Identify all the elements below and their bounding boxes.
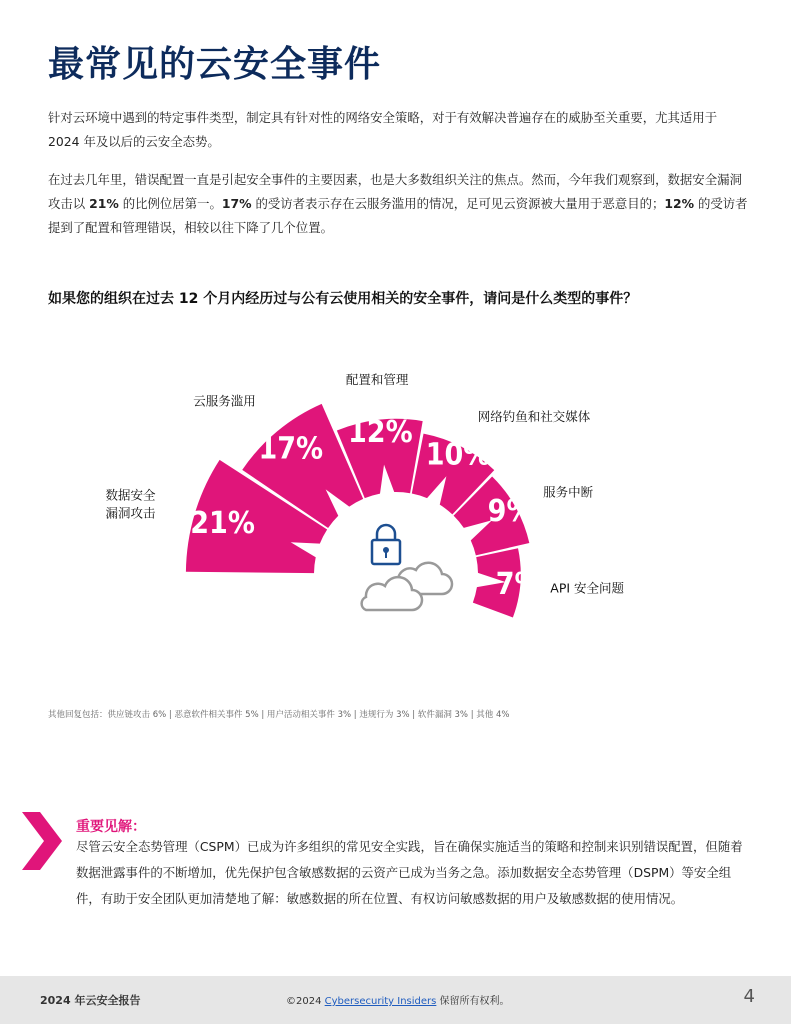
- chart-footnote: 其他回复包括：供应链攻击 6% | 恶意软件相关事件 5% | 用户活动相关事件 3% | 违规行为 3% | 软件漏洞 3% | 其他 4%: [48, 710, 510, 720]
- chart-value-label: 9%: [487, 493, 534, 529]
- chart-category-label: 配置和管理: [345, 371, 409, 387]
- cloud-icon: [362, 563, 452, 610]
- report-name: 2024 年云安全报告: [40, 994, 141, 1007]
- insight-body: 尽管云安全态势管理（CSPM）已成为许多组织的常见安全实践，旨在确保实施适当的策略和控制来识别错误配置，但随着数据泄露事件的不断增加，优先保护包含敏感数据的云资产已成为当务之急。添加数据安全态势管理（DSPM）等安全组件，有助于安全团队更加清楚地了解：敏感数据的所在位置、有权访问敏感数据的用户及敏感数据的使用情况。: [76, 839, 743, 906]
- chart-value-label: 10%: [425, 437, 491, 473]
- copyright: [286, 992, 510, 1007]
- page-number: 4: [743, 986, 755, 1007]
- chart-value-label: 7%: [495, 567, 542, 603]
- copyright-prefix: ©2024: [286, 996, 325, 1007]
- chevron-icon: [18, 808, 68, 874]
- findings-paragraph: [48, 168, 748, 240]
- incident-types-chart: [0, 371, 791, 700]
- intro-paragraph: 针对云环境中遇到的特定事件类型，制定具有针对性的网络安全策略，对于有效解决普遍存在的威胁至关重要，尤其适用于 2024 年及以后的云安全态势。: [48, 110, 718, 149]
- chart-category-label: API 安全问题: [550, 580, 625, 596]
- findings-text-4: 的受访者提到了配置和管理错误，相较以往下降了几个位置。: [48, 196, 748, 235]
- findings-bold-1: 21%: [89, 196, 119, 211]
- lock-icon: [372, 525, 400, 564]
- survey-question: 如果您的组织在过去 12 个月内经历过与公有云使用相关的安全事件，请问是什么类型的事件？: [48, 291, 638, 307]
- chart-category-label: 网络钓鱼和社交媒体: [477, 408, 591, 424]
- chart-value-label: 12%: [348, 415, 413, 451]
- publisher-link[interactable]: Cybersecurity Insiders: [324, 996, 437, 1007]
- chart-category-label: 云服务滥用: [193, 393, 256, 409]
- copyright-suffix: 保留所有权利。: [436, 996, 510, 1007]
- chart-category-label: 服务中断: [543, 484, 594, 500]
- chart-value-label: 17%: [258, 431, 324, 467]
- findings-bold-3: 12%: [664, 196, 695, 211]
- page-footer: [0, 976, 791, 1024]
- insight-title: 重要见解：: [76, 819, 146, 835]
- chart-value-label: 21%: [190, 505, 255, 541]
- findings-text-1: 在过去几年里，错误配置一直是引起安全事件的主要因素，也是大多数组织关注的焦点。然而，今年我们观察到，数据安全漏洞攻击以: [48, 172, 742, 211]
- findings-text-2: 的比例位居第一。: [118, 196, 222, 211]
- findings-bold-2: 17%: [221, 196, 252, 211]
- chart-category-label: 数据安全漏洞攻击: [105, 487, 156, 521]
- page-title: 最常见的云安全事件: [48, 44, 382, 85]
- findings-text-3: 的受访者表示存在云服务滥用的情况，足可见云资源被大量用于恶意目的；: [251, 196, 665, 211]
